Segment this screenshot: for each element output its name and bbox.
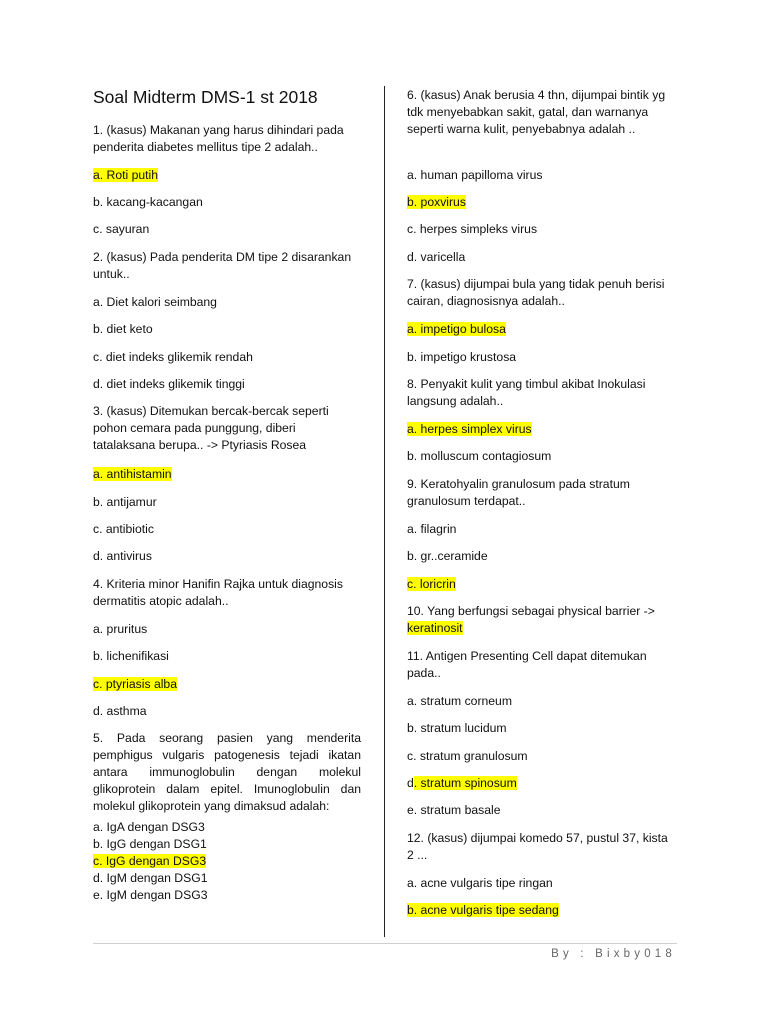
left-paragraph <box>93 648 361 665</box>
paragraph-text: d. asthma <box>93 704 147 718</box>
paragraph-text: a. acne vulgaris tipe ringan <box>407 876 553 890</box>
paragraph-text: a. Roti putih <box>93 168 159 182</box>
left-paragraph <box>93 167 361 184</box>
paragraph-text: a. pruritus <box>93 622 148 636</box>
right-paragraph <box>407 830 677 864</box>
column-divider <box>384 86 385 937</box>
paragraph-text: d. varicella <box>407 250 466 264</box>
right-paragraph <box>407 902 677 919</box>
right-paragraph <box>407 476 677 510</box>
paragraph-text: b. acne vulgaris tipe sedang <box>407 903 559 917</box>
paragraph-text: b. diet keto <box>93 322 153 336</box>
paragraph-text: b. stratum lucidum <box>407 721 507 735</box>
left-paragraph <box>93 494 361 511</box>
paragraph-text: c. herpes simpleks virus <box>407 222 538 236</box>
right-paragraph <box>407 748 677 765</box>
right-paragraph <box>407 576 677 593</box>
right-paragraph <box>407 167 677 184</box>
page-title: Soal Midterm DMS-1 st 2018 <box>93 87 318 107</box>
footer-rule <box>93 943 677 944</box>
paragraph-text: c. diet indeks glikemik rendah <box>93 350 253 364</box>
left-paragraph <box>93 853 361 870</box>
left-paragraph <box>93 194 361 211</box>
paragraph-text: c. antibiotic <box>93 522 154 536</box>
right-paragraph <box>407 376 677 410</box>
paragraph-text: 7. (kasus) dijumpai bula yang tidak penuh berisi cairan, diagnosisnya adalah.. <box>407 277 665 308</box>
paragraph-text: 6. (kasus) Anak berusia 4 thn, dijumpai bintik yg tdk menyebabkan sakit, gatal, dan warnanya seperti warna kulit, penyebabnya adalah .. <box>407 88 666 136</box>
paragraph-text: 10. Yang berfungsi sebagai physical barrier -> <box>407 604 655 618</box>
paragraph-text: b. gr..ceramide <box>407 549 488 563</box>
left-paragraph <box>93 621 361 638</box>
right-paragraph <box>407 548 677 565</box>
right-paragraph <box>407 221 677 238</box>
paragraph-text: c. sayuran <box>93 222 150 236</box>
paragraph-text: 3. (kasus) Ditemukan bercak-bercak seperti pohon cemara pada punggung, diberi tatalaksana berupa.. -> Ptyriasis Rosea <box>93 404 329 452</box>
left-paragraph <box>93 836 361 853</box>
right-paragraph <box>407 775 677 792</box>
paragraph-text: d <box>407 776 414 790</box>
paragraph-text: a. filagrin <box>407 522 457 536</box>
paragraph-text: b. poxvirus <box>407 195 466 209</box>
left-paragraph <box>93 376 361 393</box>
left-paragraph <box>93 548 361 565</box>
paragraph-text: b. molluscum contagiosum <box>407 449 552 463</box>
right-paragraph <box>407 448 677 465</box>
right-paragraph <box>407 87 677 138</box>
paragraph-text: a. Diet kalori seimbang <box>93 295 217 309</box>
right-paragraph <box>407 349 677 366</box>
paragraph-text: c. loricrin <box>407 577 456 591</box>
right-paragraph <box>407 321 677 338</box>
left-paragraph <box>93 221 361 238</box>
paragraph-text: 12. (kasus) dijumpai komedo 57, pustul 37, kista 2 ... <box>407 831 668 862</box>
right-paragraph <box>407 603 677 637</box>
right-paragraph <box>407 693 677 710</box>
right-paragraph <box>407 421 677 438</box>
paragraph-text: b. IgG dengan DSG1 <box>93 837 207 851</box>
right-paragraph <box>407 802 677 819</box>
paragraph-text: a. herpes simplex virus <box>407 422 532 436</box>
left-paragraph <box>93 349 361 366</box>
left-paragraph <box>93 819 361 836</box>
left-paragraph <box>93 887 361 904</box>
highlighted-answer: keratinosit <box>407 621 463 635</box>
paragraph-text: 11. Antigen Presenting Cell dapat ditemukan pada.. <box>407 649 647 680</box>
right-paragraph <box>407 648 677 682</box>
paragraph-text: 5. Pada seorang pasien yang menderita pemphigus vulgaris patogenesis tejadi ikatan antara immunoglobulin dengan molekul glikoprotein dalam epitel. Imunoglobulin dan molekul glikoprotein yang dimaksud adalah: <box>93 731 361 813</box>
left-paragraph <box>93 249 361 283</box>
paragraph-text: 1. (kasus) Makanan yang harus dihindari pada penderita diabetes mellitus tipe 2 adalah.. <box>93 123 344 154</box>
paragraph-text: e. stratum basale <box>407 803 501 817</box>
right-paragraph <box>407 249 677 266</box>
paragraph-text: 9. Keratohyalin granulosum pada stratum granulosum terdapat.. <box>407 477 630 508</box>
paragraph-text: a. IgA dengan DSG3 <box>93 820 205 834</box>
right-paragraph <box>407 875 677 892</box>
paragraph-text: b. lichenifikasi <box>93 649 169 663</box>
paragraph-text: b. kacang-kacangan <box>93 195 203 209</box>
right-paragraph <box>407 194 677 211</box>
paragraph-text: a. stratum corneum <box>407 694 512 708</box>
left-paragraph <box>93 321 361 338</box>
paragraph-text: c. stratum granulosum <box>407 749 528 763</box>
paragraph-text: b. antijamur <box>93 495 157 509</box>
paragraph-text: d. diet indeks glikemik tinggi <box>93 377 245 391</box>
left-paragraph <box>93 403 361 454</box>
footer-credit: By : Bixby018 <box>551 948 676 960</box>
left-paragraph <box>93 703 361 720</box>
highlighted-answer: . stratum spinosum <box>413 776 517 790</box>
paragraph-text: d. antivirus <box>93 549 152 563</box>
paragraph-text: c. IgG dengan DSG3 <box>93 854 207 868</box>
paragraph-text: b. impetigo krustosa <box>407 350 517 364</box>
right-paragraph <box>407 521 677 538</box>
paragraph-text: a. human papilloma virus <box>407 168 543 182</box>
left-paragraph <box>93 576 361 610</box>
left-paragraph <box>93 122 361 156</box>
left-paragraph <box>93 521 361 538</box>
paragraph-text: 8. Penyakit kulit yang timbul akibat Inokulasi langsung adalah.. <box>407 377 646 408</box>
left-paragraph <box>93 466 361 483</box>
paragraph-text: d. IgM dengan DSG1 <box>93 871 208 885</box>
left-paragraph <box>93 294 361 311</box>
left-paragraph <box>93 870 361 887</box>
paragraph-text: 2. (kasus) Pada penderita DM tipe 2 disarankan untuk.. <box>93 250 352 281</box>
left-paragraph <box>93 676 361 693</box>
paragraph-text: a. antihistamin <box>93 467 172 481</box>
right-paragraph <box>407 720 677 737</box>
paragraph-text: e. IgM dengan DSG3 <box>93 888 208 902</box>
paragraph-text: 4. Kriteria minor Hanifin Rajka untuk diagnosis dermatitis atopic adalah.. <box>93 577 343 608</box>
paragraph-text: c. ptyriasis alba <box>93 677 177 691</box>
left-paragraph <box>93 730 361 815</box>
paragraph-text: a. impetigo bulosa <box>407 322 506 336</box>
right-paragraph <box>407 276 677 310</box>
